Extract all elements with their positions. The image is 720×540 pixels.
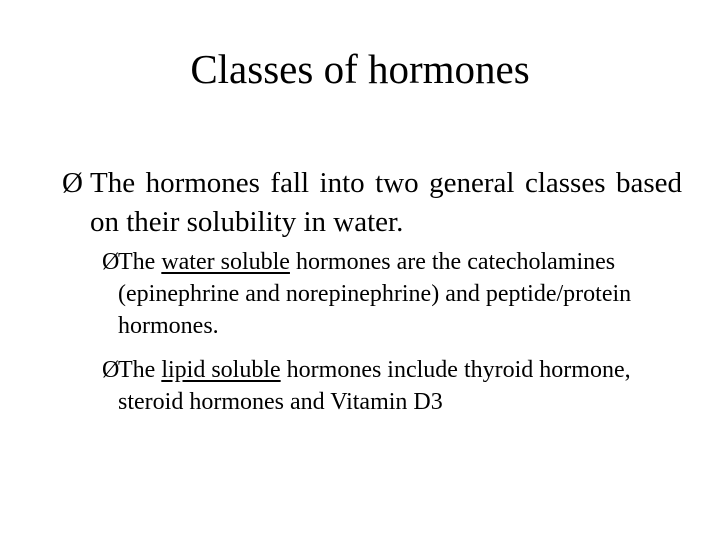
slide-title: Classes of hormones — [190, 46, 530, 92]
underlined-term: water soluble — [161, 249, 290, 275]
sub-bullet-text — [102, 246, 682, 342]
sub-bullet-prefix: The — [118, 357, 162, 383]
underlined-term: lipid soluble — [161, 357, 281, 383]
bullet-text: The hormones fall into two general classes based on their solubility in water. — [90, 167, 682, 238]
arrow-bullet-icon: Ø — [62, 167, 83, 199]
sub-bullet-text — [102, 354, 682, 418]
bullet-classes — [62, 164, 682, 242]
arrow-bullet-icon: Ø — [102, 249, 120, 275]
sub-bullet-suffix: hormones include thyroid hormone, steroid hormones and Vitamin D3 — [118, 357, 631, 415]
sub-bullet-water-soluble — [102, 246, 682, 342]
sub-bullet-prefix: The — [118, 249, 162, 275]
arrow-bullet-icon: Ø — [102, 357, 120, 383]
sub-bullet-suffix: hormones are the catecholamines (epinephrine and norepinephrine) and peptide/protein hormones. — [118, 249, 632, 339]
sub-bullet-lipid-soluble — [102, 354, 682, 418]
